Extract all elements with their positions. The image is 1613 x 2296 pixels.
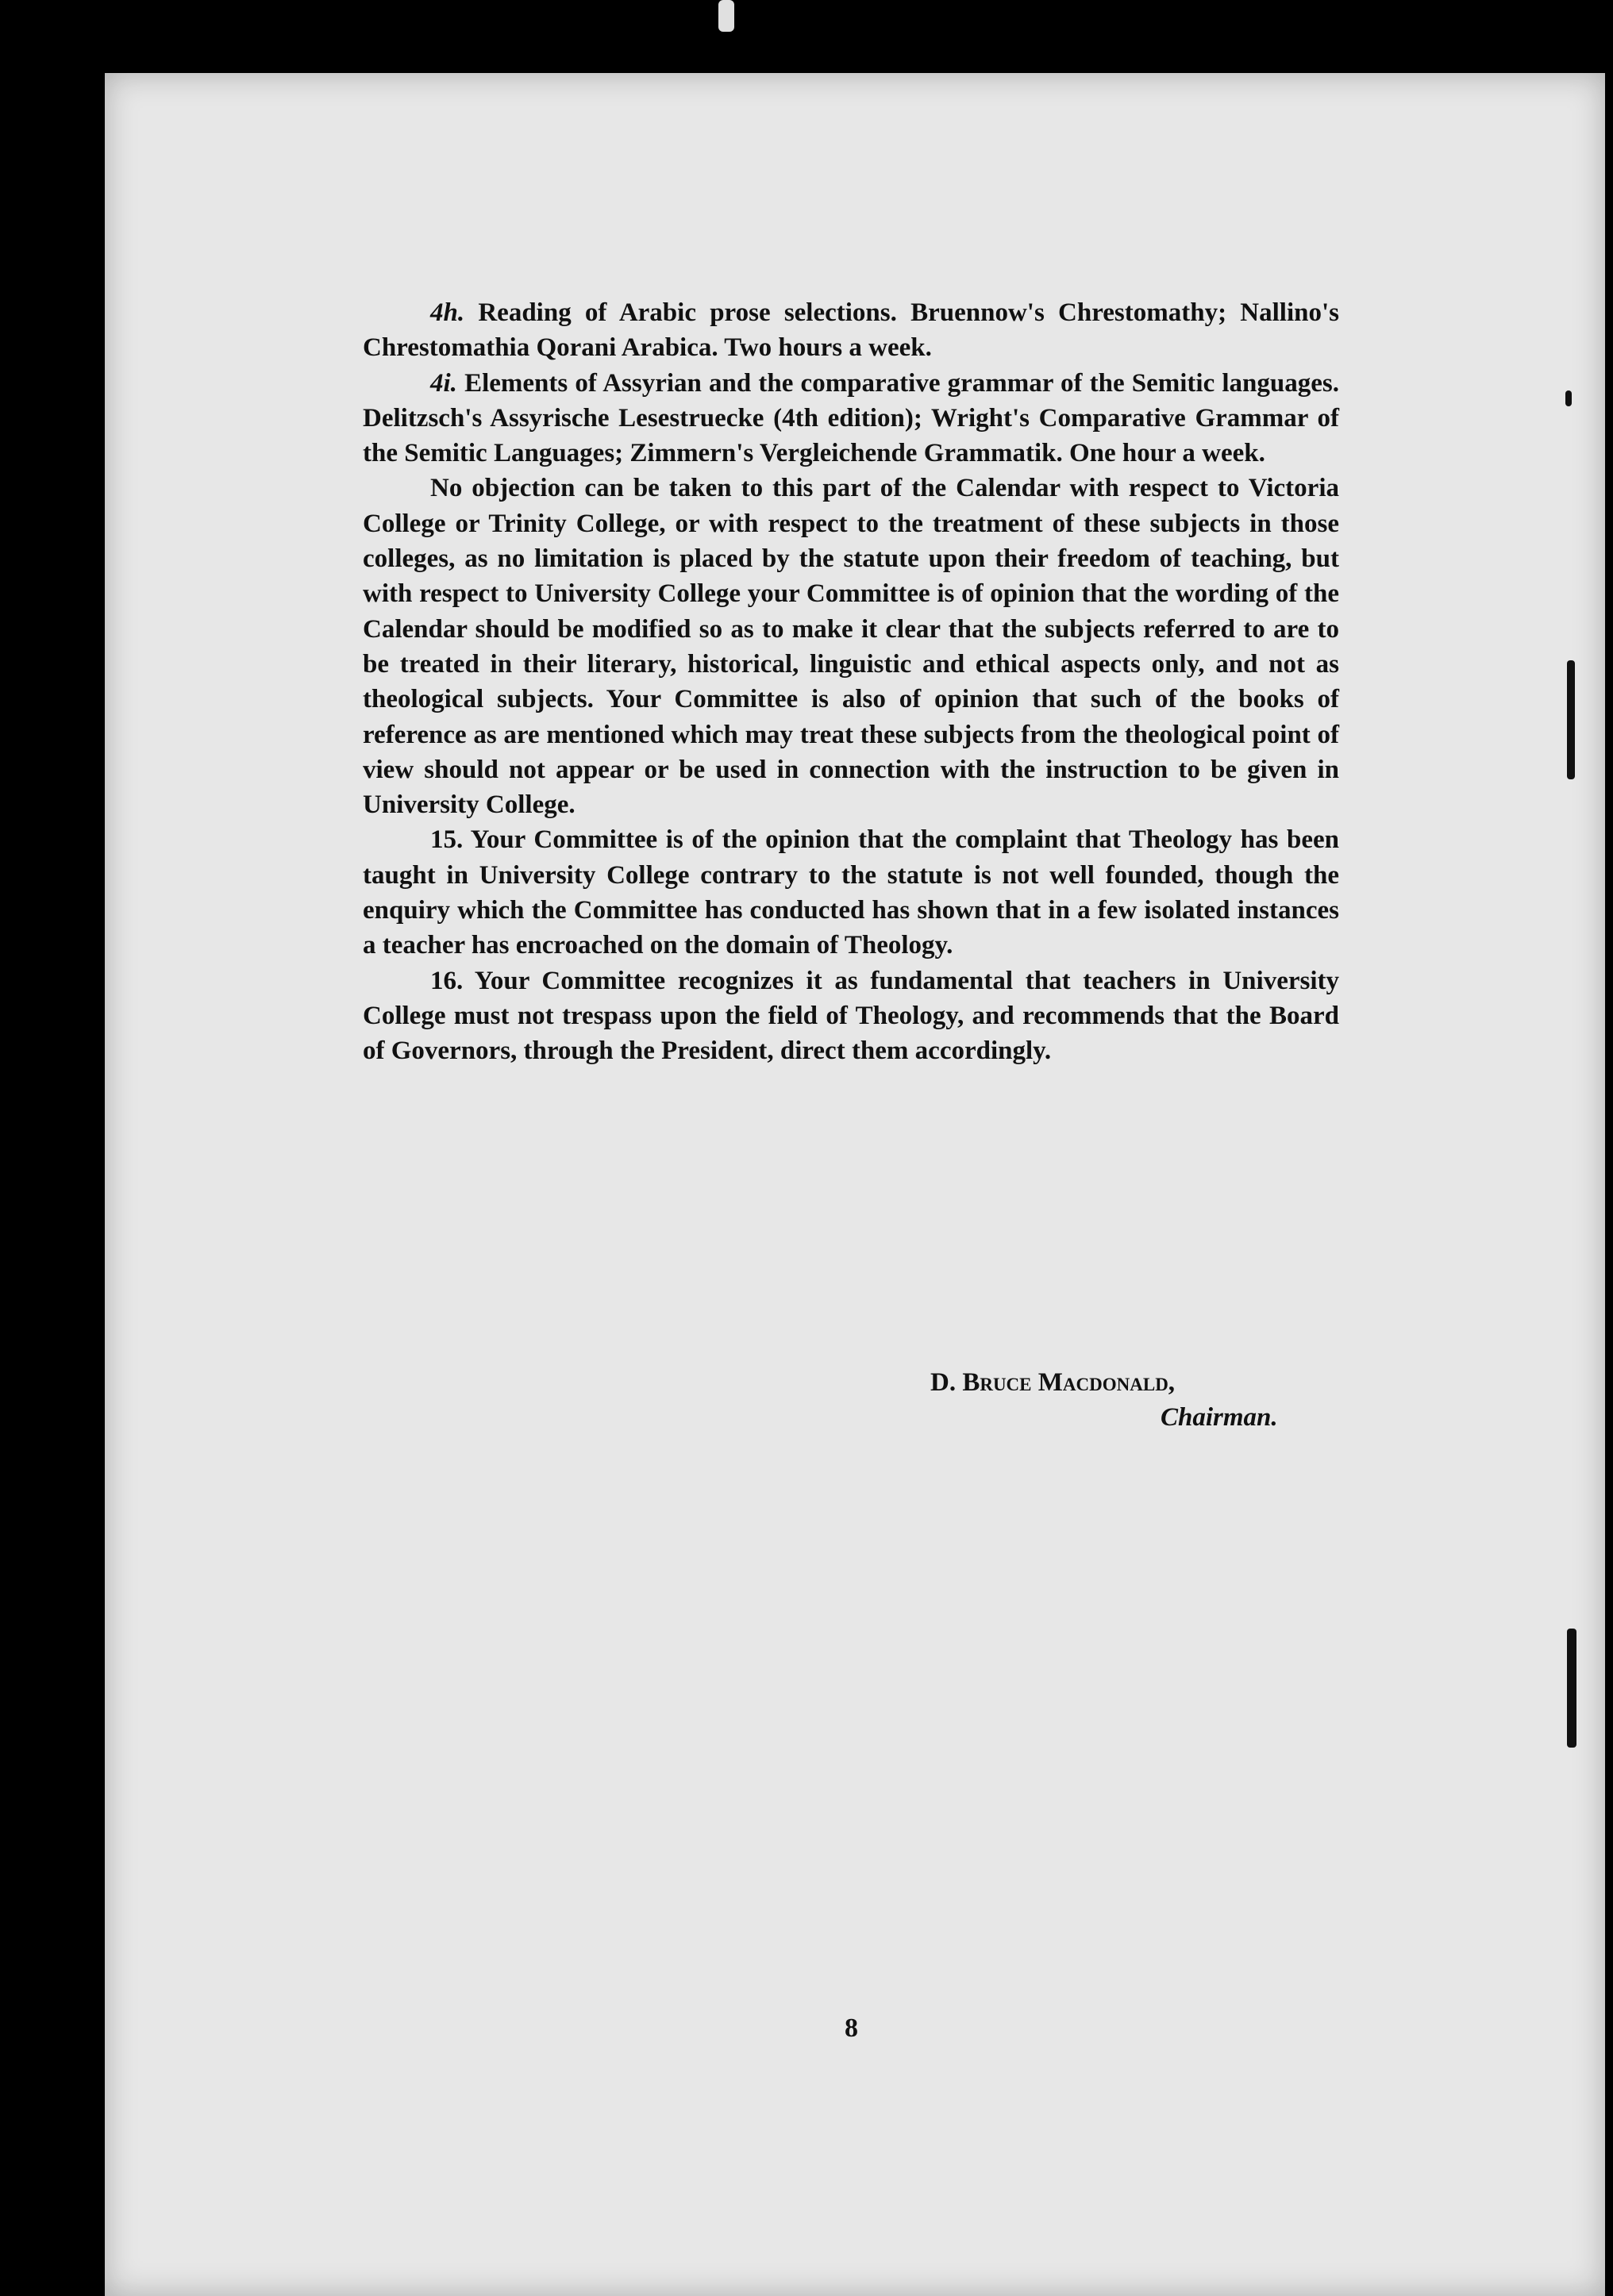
- page-number: 8: [845, 2013, 858, 2043]
- item-label: 4i.: [430, 368, 457, 398]
- item-text: Reading of Arabic prose selections. Bruennow's Chrestomathy; Nallino's Chrestomathia Qorani Arabica. Two hours a week.: [363, 298, 1340, 363]
- item-label: 4h.: [430, 298, 465, 327]
- list-item: [363, 366, 1339, 471]
- item-text: Elements of Assyrian and the comparative grammar of the Semitic languages. Delitzsch's Assyrische Lesestruecke (4th edition); Wright's Comparative Grammar of the Semitic Languages; Zimmern's Vergleichende Grammatik. One hour a week.: [363, 368, 1339, 468]
- list-item: [363, 295, 1339, 366]
- signature-block: [930, 1365, 1278, 1435]
- binding-mark: [1567, 660, 1575, 779]
- document-body: [363, 295, 1339, 1069]
- binding-mark: [1567, 1629, 1576, 1748]
- paragraph: 16. Your Committee recognizes it as fundamental that teachers in University College must not trespass upon the field of Theology, and recommends that the Board of Governors, through the President, direct them accordingly.: [363, 966, 1339, 1066]
- binding-mark: [1565, 390, 1572, 406]
- signatory-title: Chairman.: [1161, 1403, 1278, 1432]
- signatory-name: D. Bruce Macdonald,: [930, 1368, 1176, 1397]
- paragraph: 15. Your Committee is of the opinion that the complaint that Theology has been taught in University College contrary to the statute is not well founded, though the enquiry which the Committee has conducted has shown that in a few isolated instances a teacher has encroached on the domain of Theology.: [363, 825, 1339, 960]
- document-page: [105, 73, 1605, 2296]
- scan-speck: [718, 0, 734, 32]
- paragraph: No objection can be taken to this part of the Calendar with respect to Victoria College or Trinity College, or with respect to the treatment of these subjects in those colleges, as no limitation is placed by the statute upon their freedom of teaching, but with respect to University College your Committee is of opinion that the wording of the Calendar should be modified so as to make it clear that the subjects referred to are to be treated in their literary, historical, linguistic and ethical aspects only, and not as theological subjects. Your Committee is also of opinion that such of the books of reference as are mentioned which may treat these subjects from the theological point of view should not appear or be used in connection with the instruction to be given in University College.: [363, 474, 1339, 820]
